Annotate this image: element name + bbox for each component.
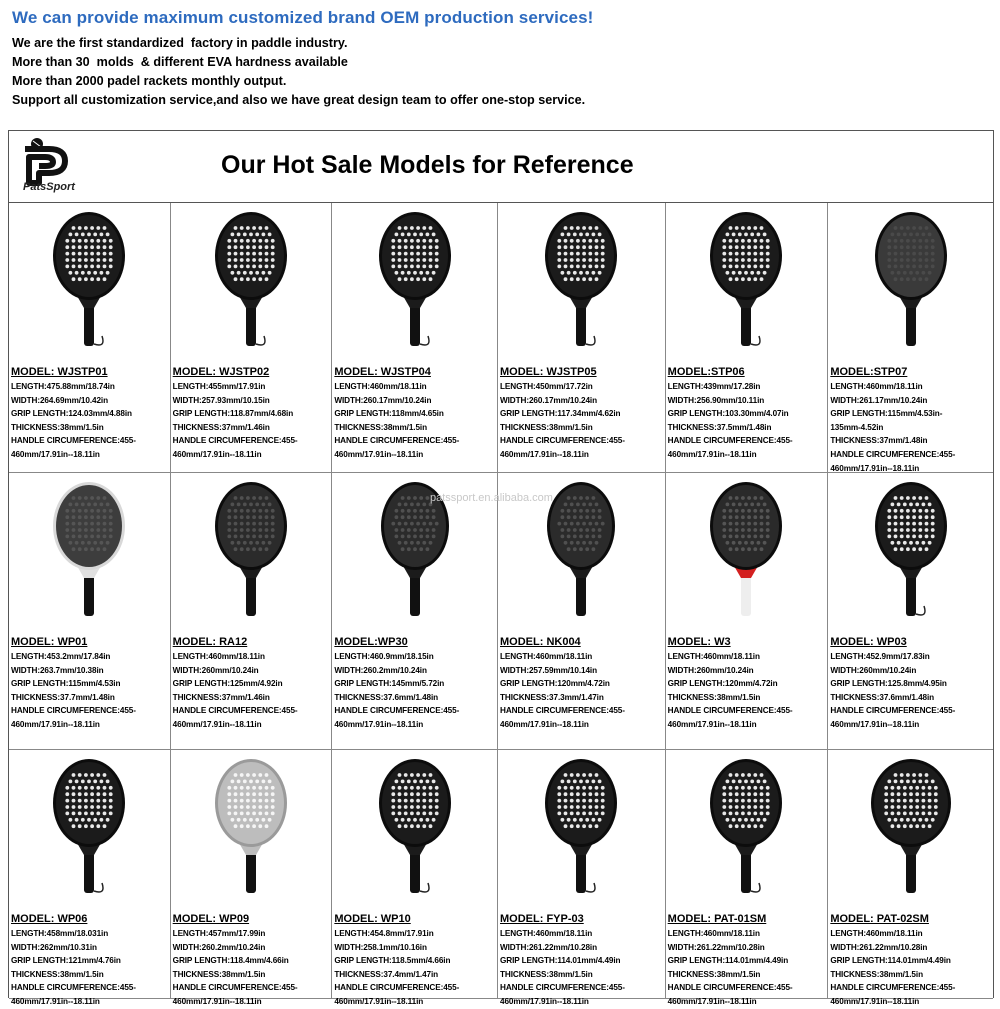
spec-list: [828, 910, 993, 1009]
spec-line: HANDLE CIRCUMFERENCE:455-: [172, 706, 298, 716]
racket-image: [332, 750, 497, 910]
spec-line: GRIP LENGTH:114.01mm/4.49in: [667, 956, 789, 966]
spec-line: LENGTH:457mm/17.99in: [172, 929, 266, 938]
spec-line: HANDLE CIRCUMFERENCE:455-: [172, 983, 298, 993]
spec-list: [171, 633, 332, 732]
model-name: MODEL:STP07: [830, 366, 908, 378]
spec-list: [9, 910, 170, 1009]
spec-line: WIDTH:260.17mm/10.24in: [334, 395, 432, 405]
spec-line: HANDLE CIRCUMFERENCE:455-: [11, 983, 136, 993]
spec-line: THICKNESS:37.5mm/1.48in: [667, 422, 772, 432]
spec-line: 460mm/17.91in--18.11in: [500, 996, 589, 1006]
spec-list: [828, 633, 993, 732]
spec-line: LENGTH:453.2mm/17.84in: [11, 652, 111, 661]
spec-list: [171, 910, 332, 1009]
model-card: [171, 750, 333, 1006]
spec-line: THICKNESS:37.7mm/1.48in: [11, 692, 115, 702]
spec-line: 460mm/17.91in--18.11in: [667, 719, 757, 729]
intro-line: Support all customization service,and also we have great design team to offer one-stop service.: [12, 93, 586, 107]
spec-line: HANDLE CIRCUMFERENCE:455-: [172, 436, 298, 446]
spec-line: LENGTH:475.88mm/18.74in: [11, 382, 115, 391]
model-name: MODEL: PAT-01SM: [667, 913, 767, 925]
spec-line: WIDTH:261.22mm/10.28in: [500, 942, 597, 952]
racket-image: [9, 750, 170, 910]
spec-line: LENGTH:450mm/17.72in: [500, 382, 593, 391]
spec-line: HANDLE CIRCUMFERENCE:455-: [667, 436, 793, 446]
spec-line: THICKNESS:37mm/1.46in: [172, 422, 270, 432]
patssport-logo: [15, 135, 95, 199]
spec-line: THICKNESS:38mm/1.5in: [334, 422, 427, 432]
spec-line: HANDLE CIRCUMFERENCE:455-: [667, 983, 793, 993]
padel-racket-icon: [370, 208, 460, 358]
spec-line: THICKNESS:37mm/1.48in: [830, 436, 928, 446]
model-name: MODEL:STP06: [667, 366, 745, 378]
spec-line: THICKNESS:37.6mm/1.48in: [334, 692, 439, 702]
spec-line: WIDTH:260.2mm/10.24in: [172, 942, 266, 952]
spec-line: HANDLE CIRCUMFERENCE:455-: [11, 706, 136, 716]
spec-line: GRIP LENGTH:115mm/4.53in: [11, 679, 121, 689]
racket-image: [666, 473, 828, 633]
spec-line: HANDLE CIRCUMFERENCE:455-: [830, 706, 956, 716]
intro-line: We are the first standardized factory in paddle industry.: [12, 36, 348, 50]
racket-image: [9, 203, 170, 363]
model-name: MODEL: PAT-02SM: [830, 913, 929, 925]
spec-line: 460mm/17.91in--18.11in: [172, 719, 262, 729]
spec-line: 460mm/17.91in--18.11in: [334, 719, 424, 729]
racket-image: [828, 203, 993, 363]
racket-image: [9, 473, 170, 633]
racket-image: [498, 750, 665, 910]
model-card: [171, 473, 333, 750]
spec-line: HANDLE CIRCUMFERENCE:455-: [667, 706, 793, 716]
spec-line: THICKNESS:38mm/1.5in: [172, 969, 266, 979]
spec-line: LENGTH:458mm/18.031in: [11, 929, 109, 938]
model-card: [9, 750, 171, 1006]
spec-line: 460mm/17.91in--18.11in: [667, 996, 757, 1006]
spec-line: LENGTH:460.9mm/18.15in: [334, 652, 434, 661]
spec-list: [171, 363, 332, 462]
model-card: [498, 750, 666, 1006]
oem-headline: We can provide maximum customized brand OEM production services!: [12, 8, 594, 27]
catalog-title: Our Hot Sale Models for Reference: [221, 151, 634, 179]
intro-line: More than 2000 padel rackets monthly output.: [12, 74, 287, 88]
model-card: [498, 203, 666, 473]
model-catalog: [8, 130, 994, 1006]
model-card: [332, 750, 498, 1006]
racket-image: [171, 473, 332, 633]
model-card: [666, 750, 829, 1006]
logo-mark-icon: [15, 135, 95, 185]
model-card: [332, 203, 498, 473]
spec-line: HANDLE CIRCUMFERENCE:455-: [500, 983, 625, 993]
spec-line: GRIP LENGTH:103.30mm/4.07in: [667, 409, 789, 419]
spec-line: WIDTH:258.1mm/10.16in: [334, 942, 427, 952]
spec-list: [828, 363, 993, 475]
padel-racket-icon: [206, 478, 296, 628]
spec-line: 460mm/17.91in--18.11in: [172, 449, 262, 459]
racket-image: [171, 203, 332, 363]
padel-racket-icon: [701, 755, 791, 905]
padel-racket-icon: [536, 208, 626, 358]
spec-line: THICKNESS:38mm/1.5in: [830, 969, 923, 979]
spec-line: WIDTH:261.22mm/10.28in: [830, 942, 928, 952]
model-card: [171, 203, 333, 473]
padel-racket-icon: [206, 208, 296, 358]
spec-line: 460mm/17.91in--18.11in: [830, 719, 920, 729]
model-name: MODEL: WJSTP01: [11, 366, 108, 378]
spec-list: [498, 633, 665, 732]
spec-line: GRIP LENGTH:125.8mm/4.95in: [830, 679, 947, 689]
spec-line: THICKNESS:38mm/1.5in: [500, 969, 593, 979]
catalog-row: [9, 750, 993, 1006]
spec-line: GRIP LENGTH:118.5mm/4.66in: [334, 956, 451, 966]
spec-line: THICKNESS:38mm/1.5in: [11, 969, 104, 979]
spec-line: 460mm/17.91in--18.11in: [11, 719, 100, 729]
site-watermark: patssport.en.alibaba.com: [430, 492, 553, 504]
spec-list: [666, 363, 828, 462]
spec-line: LENGTH:460mm/18.11in: [830, 929, 923, 938]
spec-line: 460mm/17.91in--18.11in: [500, 719, 589, 729]
spec-line: LENGTH:460mm/18.11in: [830, 382, 923, 391]
spec-line: THICKNESS:38mm/1.5in: [500, 422, 593, 432]
racket-image: [666, 750, 828, 910]
spec-line: WIDTH:257.59mm/10.14in: [500, 665, 597, 675]
model-name: MODEL: WP01: [11, 636, 88, 648]
spec-line: THICKNESS:38mm/1.5in: [667, 692, 761, 702]
spec-line: WIDTH:260mm/10.24in: [172, 665, 259, 675]
intro-section: [12, 8, 992, 110]
model-card: [828, 750, 993, 1006]
spec-line: GRIP LENGTH:117.34mm/4.62in: [500, 409, 621, 419]
spec-line: GRIP LENGTH:125mm/4.92in: [172, 679, 283, 689]
model-name: MODEL: WP03: [830, 636, 907, 648]
padel-racket-icon: [866, 478, 956, 628]
spec-line: THICKNESS:37.6mm/1.48in: [830, 692, 935, 702]
spec-line: 460mm/17.91in--18.11in: [334, 449, 424, 459]
model-card: [666, 203, 829, 473]
spec-line: WIDTH:263.7mm/10.38in: [11, 665, 104, 675]
racket-image: [498, 203, 665, 363]
spec-line: 460mm/17.91in--18.11in: [172, 996, 262, 1006]
padel-racket-icon: [370, 755, 460, 905]
model-card: [9, 203, 171, 473]
spec-line: 135mm-4.52in: [830, 422, 884, 432]
spec-line: LENGTH:460mm/18.11in: [172, 652, 265, 661]
spec-line: WIDTH:257.93mm/10.15in: [172, 395, 270, 405]
spec-line: WIDTH:262mm/10.31in: [11, 942, 97, 952]
spec-line: GRIP LENGTH:118mm/4.65in: [334, 409, 444, 419]
spec-line: THICKNESS:38mm/1.5in: [667, 969, 761, 979]
spec-line: HANDLE CIRCUMFERENCE:455-: [500, 706, 625, 716]
spec-line: GRIP LENGTH:120mm/4.72in: [667, 679, 778, 689]
spec-line: HANDLE CIRCUMFERENCE:455-: [334, 436, 460, 446]
model-card: [9, 473, 171, 750]
spec-line: LENGTH:460mm/18.11in: [667, 929, 760, 938]
spec-line: WIDTH:260.17mm/10.24in: [500, 395, 597, 405]
spec-line: THICKNESS:37mm/1.46in: [172, 692, 270, 702]
spec-line: GRIP LENGTH:114.01mm/4.49in: [830, 956, 951, 966]
padel-racket-icon: [536, 755, 626, 905]
racket-image: [828, 750, 993, 910]
spec-list: [666, 910, 828, 1009]
intro-line: More than 30 molds & different EVA hardness available: [12, 55, 348, 69]
racket-grid: [9, 203, 993, 1006]
racket-image: [666, 203, 828, 363]
spec-line: THICKNESS:37.3mm/1.47in: [500, 692, 604, 702]
spec-line: LENGTH:454.8mm/17.91in: [334, 929, 434, 938]
spec-line: WIDTH:264.69mm/10.42in: [11, 395, 108, 405]
spec-line: LENGTH:460mm/18.11in: [500, 652, 593, 661]
spec-line: HANDLE CIRCUMFERENCE:455-: [334, 706, 460, 716]
model-name: MODEL: FYP-03: [500, 913, 584, 925]
padel-racket-icon: [701, 478, 791, 628]
spec-line: LENGTH:452.9mm/17.83in: [830, 652, 930, 661]
padel-racket-icon: [44, 478, 134, 628]
spec-line: GRIP LENGTH:121mm/4.76in: [11, 956, 121, 966]
padel-racket-icon: [701, 208, 791, 358]
spec-list: [332, 910, 497, 1009]
spec-list: [9, 633, 170, 732]
model-name: MODEL: W3: [667, 636, 731, 648]
spec-line: LENGTH:460mm/18.11in: [500, 929, 593, 938]
spec-list: [9, 363, 170, 462]
spec-line: WIDTH:256.90mm/10.11in: [667, 395, 765, 405]
racket-image: [332, 203, 497, 363]
padel-racket-icon: [44, 208, 134, 358]
brand-name: PatsSport: [23, 181, 75, 193]
spec-line: HANDLE CIRCUMFERENCE:455-: [334, 983, 460, 993]
spec-line: 460mm/17.91in--18.11in: [830, 463, 920, 473]
spec-line: GRIP LENGTH:124.03mm/4.88in: [11, 409, 132, 419]
spec-line: WIDTH:260mm/10.24in: [667, 665, 754, 675]
spec-line: WIDTH:261.22mm/10.28in: [667, 942, 765, 952]
catalog-row: [9, 203, 993, 473]
model-name: MODEL: WP10: [334, 913, 411, 925]
model-name: MODEL: WP09: [172, 913, 250, 925]
model-card: [828, 473, 993, 750]
spec-line: GRIP LENGTH:118.4mm/4.66in: [172, 956, 289, 966]
spec-line: LENGTH:460mm/18.11in: [667, 652, 760, 661]
spec-line: GRIP LENGTH:145mm/5.72in: [334, 679, 445, 689]
padel-racket-icon: [866, 208, 956, 358]
spec-line: 460mm/17.91in--18.11in: [334, 996, 424, 1006]
model-name: MODEL: WJSTP02: [172, 366, 270, 378]
racket-image: [828, 473, 993, 633]
spec-list: [498, 910, 665, 1009]
spec-line: GRIP LENGTH:118.87mm/4.68in: [172, 409, 294, 419]
spec-line: HANDLE CIRCUMFERENCE:455-: [830, 449, 956, 459]
spec-list: [332, 363, 497, 462]
spec-line: THICKNESS:37.4mm/1.47in: [334, 969, 439, 979]
spec-line: LENGTH:455mm/17.91in: [172, 382, 266, 391]
padel-racket-icon: [206, 755, 296, 905]
model-card: [332, 473, 498, 750]
model-name: MODEL: RA12: [172, 636, 248, 648]
spec-line: LENGTH:439mm/17.28in: [667, 382, 761, 391]
model-name: MODEL: WP06: [11, 913, 88, 925]
racket-image: [171, 750, 332, 910]
catalog-row: [9, 473, 993, 750]
spec-line: HANDLE CIRCUMFERENCE:455-: [11, 436, 136, 446]
model-name: MODEL: WJSTP04: [334, 366, 431, 378]
spec-line: 460mm/17.91in--18.11in: [830, 996, 920, 1006]
catalog-header: [9, 131, 993, 203]
spec-line: 460mm/17.91in--18.11in: [11, 449, 100, 459]
padel-racket-icon: [866, 755, 956, 905]
spec-line: LENGTH:460mm/18.11in: [334, 382, 427, 391]
spec-line: 460mm/17.91in--18.11in: [667, 449, 757, 459]
spec-line: GRIP LENGTH:115mm/4.53in-: [830, 409, 943, 419]
padel-racket-icon: [44, 755, 134, 905]
spec-list: [332, 633, 497, 732]
spec-line: GRIP LENGTH:120mm/4.72in: [500, 679, 610, 689]
spec-line: WIDTH:261.17mm/10.24in: [830, 395, 928, 405]
spec-line: WIDTH:260.2mm/10.24in: [334, 665, 427, 675]
spec-list: [498, 363, 665, 462]
spec-line: HANDLE CIRCUMFERENCE:455-: [830, 983, 956, 993]
model-card: [828, 203, 993, 473]
model-card: [666, 473, 829, 750]
model-name: MODEL: NK004: [500, 636, 581, 648]
spec-line: THICKNESS:38mm/1.5in: [11, 422, 104, 432]
spec-line: 460mm/17.91in--18.11in: [11, 996, 100, 1006]
model-name: MODEL: WJSTP05: [500, 366, 597, 378]
spec-line: 460mm/17.91in--18.11in: [500, 449, 589, 459]
model-name: MODEL:WP30: [334, 636, 408, 648]
model-card: [498, 473, 666, 750]
spec-line: GRIP LENGTH:114.01mm/4.49in: [500, 956, 621, 966]
spec-line: WIDTH:260mm/10.24in: [830, 665, 917, 675]
spec-list: [666, 633, 828, 732]
spec-line: HANDLE CIRCUMFERENCE:455-: [500, 436, 625, 446]
